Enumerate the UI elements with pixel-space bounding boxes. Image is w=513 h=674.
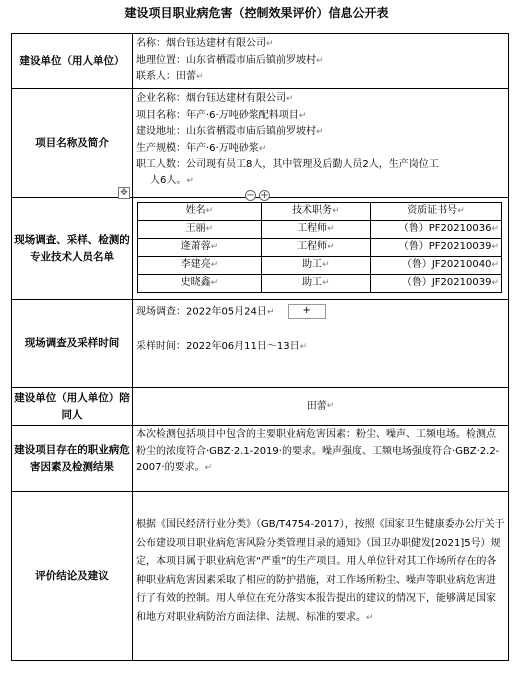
survey-content[interactable] xyxy=(133,300,508,387)
escort-content[interactable]: 田蕾 ↵ xyxy=(133,388,508,425)
info-table xyxy=(11,33,509,661)
staff-header-row xyxy=(138,203,502,221)
staff-name: 逄萧蓉↵ xyxy=(138,239,262,257)
staff-table[interactable] xyxy=(137,202,502,293)
staff-cert: （鲁）JF20210040↵ xyxy=(370,257,501,275)
staff-content xyxy=(133,198,508,299)
row-label-unit: 建设单位（用人单位） xyxy=(12,34,133,88)
header-title: 技术职务↵ xyxy=(261,203,370,221)
staff-title: 助工↵ xyxy=(261,257,370,275)
staff-table-wrap xyxy=(137,202,502,293)
unit-content[interactable] xyxy=(133,34,508,88)
project-content[interactable] xyxy=(133,89,508,197)
page-title: 建设项目职业病危害（控制效果评价）信息公开表 xyxy=(124,6,389,20)
expand-icon[interactable]: + xyxy=(260,190,269,201)
staff-title: 工程师↵ xyxy=(261,221,370,239)
row-label-escort: 建设单位（用人单位）陪同人 xyxy=(12,388,133,425)
hazards-text: 本次检测包括项目中包含的主要职业病危害因素：粉尘、噪声、工频电场。检测点粉尘的浓度符合·GBZ·2.1-2019·的要求。噪声强度、工频电场强度符合·GBZ·2.2-2007·的要求。↵ xyxy=(136,429,500,473)
table-move-icon[interactable]: ✥ xyxy=(118,187,130,199)
project-line: 企业名称：烟台钰达建材有限公司↵ xyxy=(136,93,294,104)
row-staff xyxy=(12,198,508,300)
row-survey xyxy=(12,300,508,388)
sampling-date-line: 采样时间：2022年06月11日～13日↵ xyxy=(136,341,308,352)
header-cert: 资质证书号↵ xyxy=(370,203,501,221)
row-label-hazards: 建设项目存在的职业病危害因素及检测结果 xyxy=(12,426,133,491)
row-hazards xyxy=(12,426,508,492)
row-label-project: 项目名称及简介 xyxy=(12,89,133,197)
staff-name: 史晓鑫↵ xyxy=(138,275,262,293)
staff-title: 工程师↵ xyxy=(261,239,370,257)
survey-date-line: 现场调查：2022年05月24日↵ + xyxy=(136,304,505,321)
row-project xyxy=(12,89,508,198)
add-field-button[interactable]: + xyxy=(288,304,326,319)
unit-contact-line: 联系人：田蕾↵ xyxy=(136,71,204,82)
staff-cert: （鲁）PF20210039↵ xyxy=(370,239,501,257)
table-row xyxy=(138,275,502,293)
staff-cert: （鲁）JF20210039↵ xyxy=(370,275,501,293)
row-conclusion xyxy=(12,492,508,660)
row-label-survey: 现场调查及采样时间 xyxy=(12,300,133,387)
row-unit xyxy=(12,34,508,89)
header-name: 姓名↵ xyxy=(138,203,262,221)
unit-location-line: 地理位置：山东省栖霞市庙后镇前罗坡村↵ xyxy=(136,54,324,66)
conclusion-text: 根据《国民经济行业分类》（GB/T4754-2017），按照《国家卫生健康委办公厅关于公布建设项目职业病危害风险分类管理目录的通知》（国卫办职健发[2021]5号）规定，本项目属于职业病危害“严重”的生产项目。用人单位针对其工作场所存在的各种职业病危害因素采取了相应的防护措施，对工作场所粉尘、噪声等职业病危害进行了有效的控制。用人单位在充分落实本报告提出的建议的情况下，能够满足国家和地方对职业病防治方面法律、法规、标准的要求。↵ xyxy=(136,519,505,623)
staff-title: 助工↵ xyxy=(261,275,370,293)
collapse-icon[interactable]: − xyxy=(246,190,255,201)
project-line: 职工人数：公司现有员工8人，其中管理及后勤人员2人，生产岗位工 xyxy=(136,159,439,170)
table-row xyxy=(138,239,502,257)
project-line: 生产规模：年产·6·万吨砂浆↵ xyxy=(136,142,267,154)
escort-value: 田蕾 xyxy=(306,400,327,412)
project-line: 人6人。↵ xyxy=(150,174,194,186)
table-row xyxy=(138,257,502,275)
row-escort xyxy=(12,388,508,426)
row-label-staff: 现场调查、采样、检测的专业技术人员名单 xyxy=(12,198,133,299)
project-line: 项目名称：年产·6·万吨砂浆配料项目↵ xyxy=(136,109,307,121)
project-line: 建设地址：山东省栖霞市庙后镇前罗坡村↵ xyxy=(136,126,324,137)
hazards-content[interactable] xyxy=(133,426,508,491)
staff-cert: （鲁）PF20210036↵ xyxy=(370,221,501,239)
table-row xyxy=(138,221,502,239)
staff-name: 王丽↵ xyxy=(138,221,262,239)
conclusion-content[interactable] xyxy=(133,492,508,660)
row-label-conclusion: 评价结论及建议 xyxy=(12,492,133,660)
unit-name-line: 名称：烟台钰达建材有限公司↵ xyxy=(136,38,274,49)
staff-name: 李建亮↵ xyxy=(138,257,262,275)
